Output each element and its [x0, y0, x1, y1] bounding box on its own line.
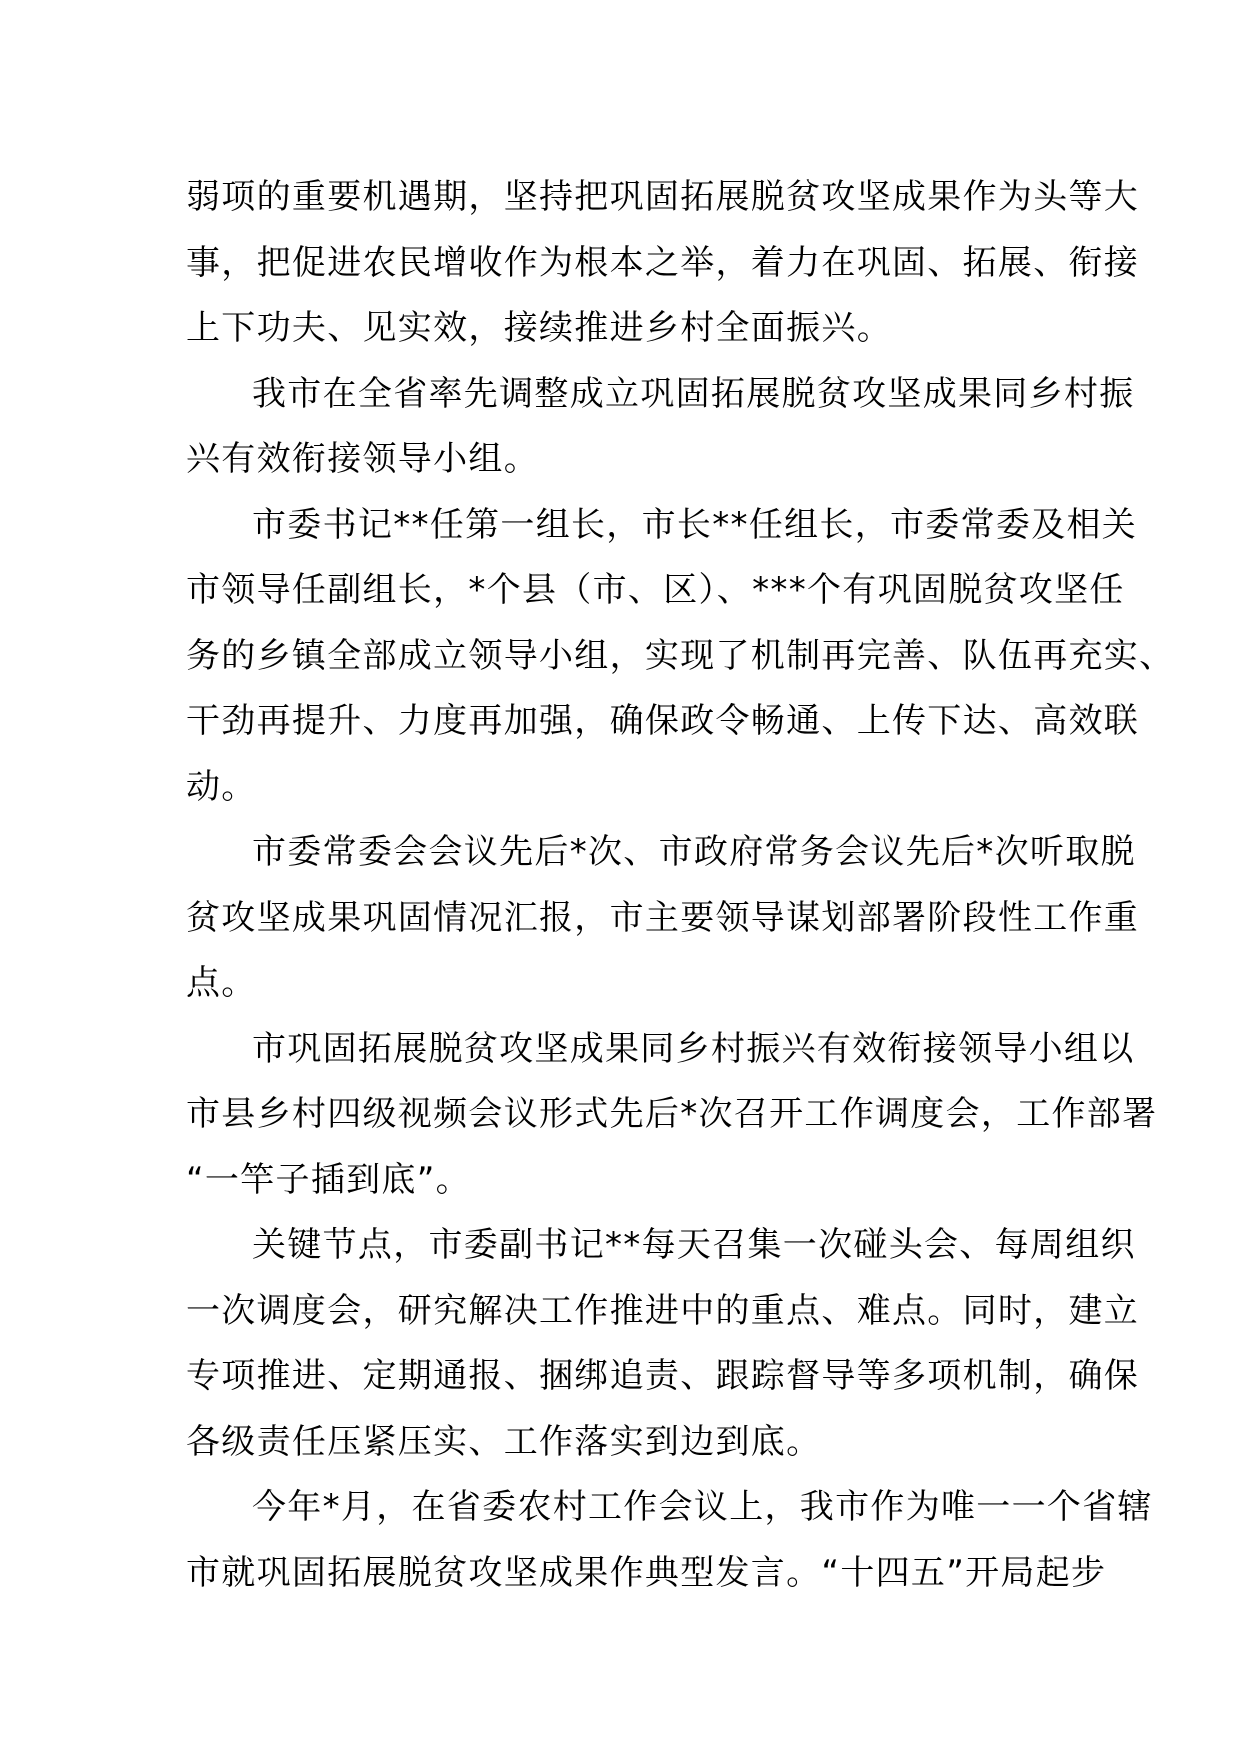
text-line: 市县乡村四级视频会议形式先后*次召开工作调度会，工作部署: [186, 1094, 1158, 1134]
text-line: 市就巩固拓展脱贫攻坚成果作典型发言。“十四五”开局起步: [186, 1552, 1107, 1593]
paragraph: [186, 1017, 1158, 1214]
text-line: 贫攻坚成果巩固情况汇报，市主要领导谋划部署阶段性工作重: [186, 897, 1140, 938]
text-line: 今年*月，在省委农村工作会议上，我市作为唯一一个省辖: [252, 1487, 1153, 1527]
text-line: 市领导任副组长，*个县（市、区）、***个有巩固脱贫攻坚任: [186, 570, 1125, 610]
paragraph: [186, 493, 1175, 821]
text-line: 上下功夫、见实效，接续推进乡村全面振兴。: [186, 308, 892, 348]
text-line: 专项推进、定期通报、捆绑追责、跟踪督导等多项机制，确保: [186, 1356, 1140, 1396]
text-line: “一竿子插到底”。: [186, 1159, 471, 1200]
text-line: 各级责任压紧压实、工作落实到边到底。: [186, 1421, 822, 1462]
paragraph: [186, 165, 1140, 362]
text-line: 动。: [186, 766, 257, 807]
paragraph: [186, 1475, 1153, 1606]
text-line: 我市在全省率先调整成立巩固拓展脱贫攻坚成果同乡村振: [252, 373, 1135, 414]
text-line: 弱项的重要机遇期，坚持把巩固拓展脱贫攻坚成果作为头等大: [186, 177, 1140, 217]
text-line: 务的乡镇全部成立领导小组，实现了机制再完善、队伍再充实、: [186, 635, 1175, 676]
paragraph: [186, 1213, 1140, 1475]
text-line: 一次调度会，研究解决工作推进中的重点、难点。同时，建立: [186, 1290, 1140, 1331]
paragraph: [186, 820, 1140, 1017]
text-line: 市委常委会会议先后*次、市政府常务会议先后*次听取脱: [252, 832, 1136, 872]
text-line: 事，把促进农民增收作为根本之举，着力在巩固、拓展、衔接: [186, 242, 1140, 283]
text-line: 市巩固拓展脱贫攻坚成果同乡村振兴有效衔接领导小组以: [252, 1028, 1135, 1069]
text-line: 市委书记**任第一组长，市长**任组长，市委常委及相关: [252, 504, 1138, 545]
text-line: 点。: [186, 963, 257, 1003]
paragraph: [186, 362, 1135, 493]
text-line: 干劲再提升、力度再加强，确保政令畅通、上传下达、高效联: [186, 701, 1140, 741]
text-line: 兴有效衔接领导小组。: [186, 439, 539, 479]
text-line: 关键节点，市委副书记**每天召集一次碰头会、每周组织: [252, 1225, 1136, 1265]
document-body: [186, 165, 1175, 1606]
